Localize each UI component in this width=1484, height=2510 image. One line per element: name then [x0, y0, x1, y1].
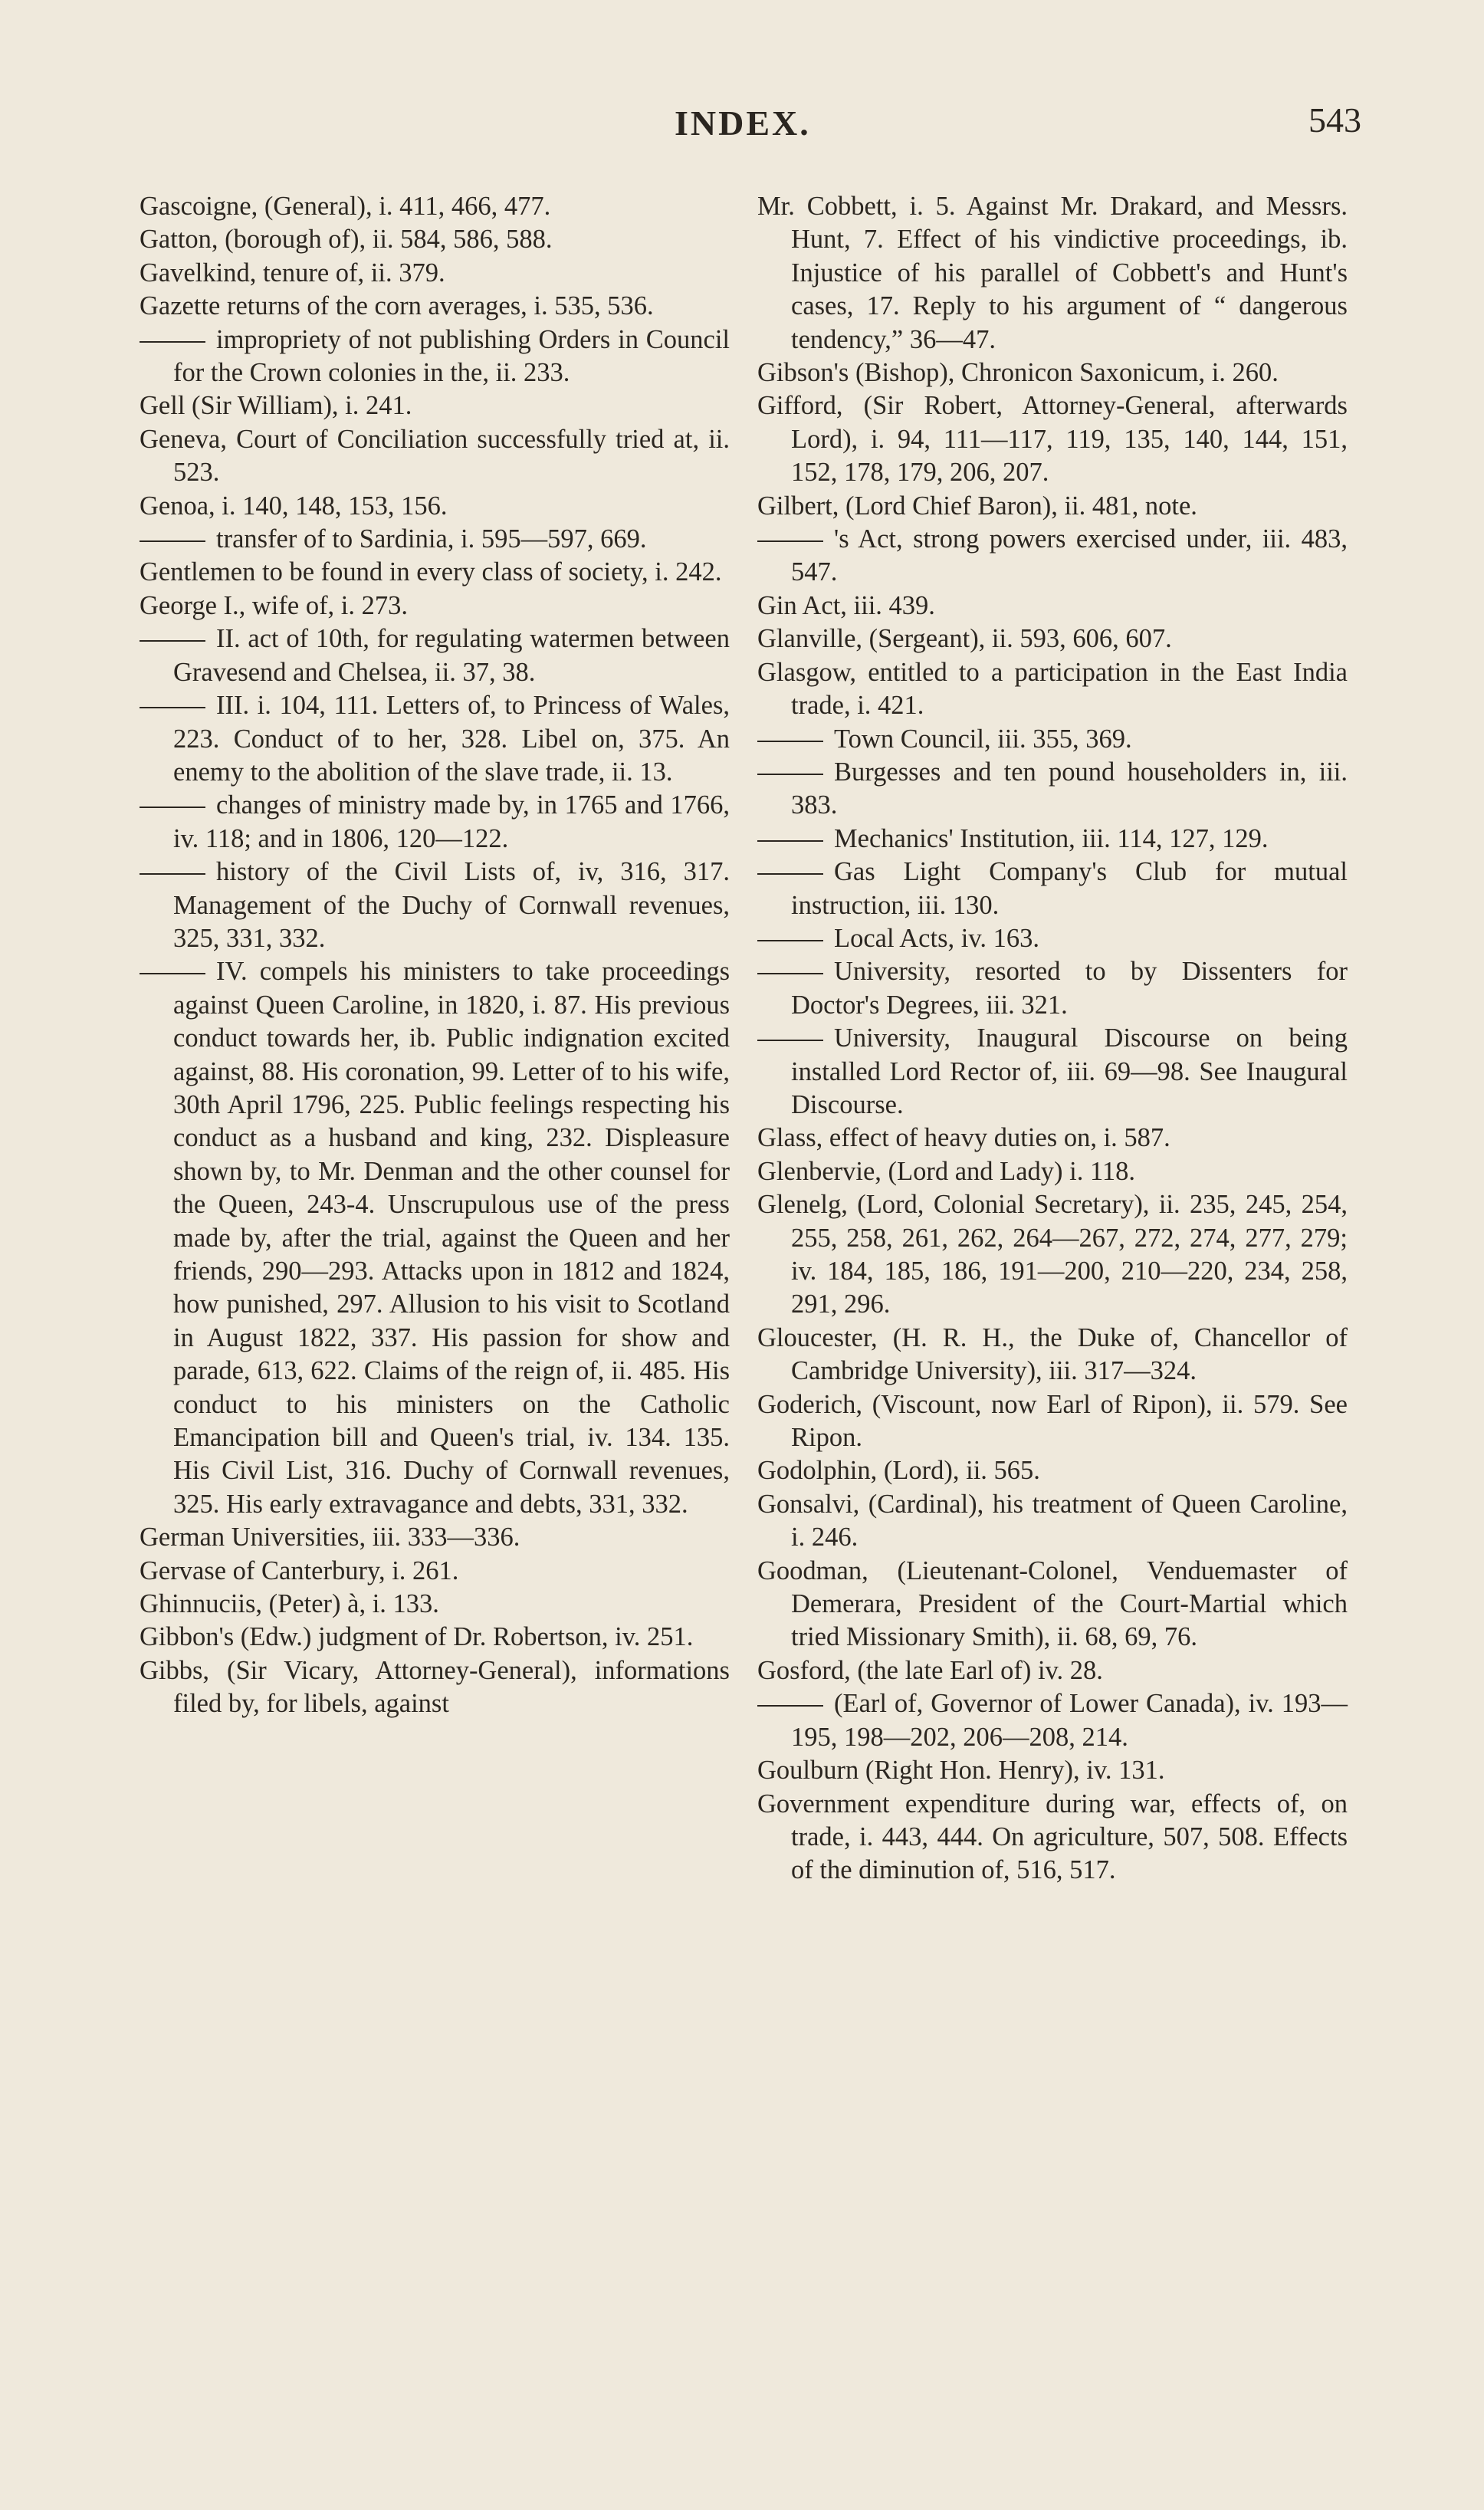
index-subentry [757, 856, 1348, 922]
index-entry [140, 1521, 730, 1554]
index-entry [140, 290, 730, 323]
ditto-dash [757, 741, 823, 742]
index-entry [140, 389, 730, 422]
page-title: INDEX. [675, 103, 811, 143]
entry-text: University, resorted to by Dissenters for Doctor's Degrees, iii. 321. [791, 957, 1348, 1020]
entry-text: Gloucester, (H. R. H., the Duke of, Chancellor of Cambridge University), iii. 317—324. [757, 1322, 1348, 1386]
entry-text: Gazette returns of the corn averages, i. 535, 536. [140, 291, 654, 321]
index-subentry [140, 324, 730, 390]
entry-text: Glanville, (Sergeant), ii. 593, 606, 607. [757, 624, 1172, 654]
index-entry [140, 590, 730, 623]
left-column [140, 190, 730, 1721]
entry-text: Glass, effect of heavy duties on, i. 587. [757, 1123, 1170, 1153]
index-subentry [140, 523, 730, 556]
index-entry [757, 1155, 1348, 1188]
index-entry [140, 190, 730, 223]
running-head [0, 95, 1484, 149]
entry-text: Geneva, Court of Conciliation successfully tried at, ii. 523. [140, 424, 730, 488]
index-entry [757, 1754, 1348, 1787]
entry-text: Glenelg, (Lord, Colonial Secretary), ii. 235, 245, 254, 255, 258, 261, 262, 264—267, 272, 274, 277, 279; iv. 184, 185, 186, 191—200, 210—220, 234, 258, 291, 296. [757, 1190, 1348, 1319]
ditto-dash [140, 341, 205, 343]
entry-text: Burgesses and ten pound householders in, iii. 383. [791, 757, 1348, 820]
index-subentry [757, 955, 1348, 1022]
entry-text: Gervase of Canterbury, i. 261. [140, 1556, 459, 1585]
entry-text: IV. compels his ministers to take proceedings against Queen Caroline, in 1820, i. 87. His previous conduct towards her, ib. Public indignation excited against, 88. His coronation, 99. Letter of to his wife, 30th April 1796, 225. Public feelings respecting his conduct as a husband and king, 232. Displeasure shown by, to Mr. Denman and the other counsel for the Queen, 243-4. Unscrupulous use of the press made by, after the trial, against the Queen and her friends, 290—293. Attacks upon in 1812 and 1824, how punished, 297. Allusion to his visit to Scotland in August 1822, 337. His passion for show and parade, 613, 622. Claims of the reign of, ii. 485. His conduct to his ministers on the Catholic Emancipation bill and Queen's trial, iv. 134. 135. His Civil List, 316. Duchy of Cornwall revenues, 325. His early extravagance and debts, 331, 332. [173, 957, 730, 1519]
index-entry [757, 1454, 1348, 1487]
entry-text: Local Acts, iv. 163. [834, 923, 1039, 953]
index-entry [757, 1122, 1348, 1155]
page-number: 543 [1308, 100, 1361, 140]
entry-text: Gonsalvi, (Cardinal), his treatment of Queen Caroline, i. 246. [757, 1489, 1348, 1552]
index-entry [757, 490, 1348, 523]
entry-text: transfer of to Sardinia, i. 595—597, 669. [216, 524, 647, 554]
entry-text: Genoa, i. 140, 148, 153, 156. [140, 491, 448, 521]
index-entry [140, 1588, 730, 1621]
entry-text: Gibbon's (Edw.) judgment of Dr. Robertson, iv. 251. [140, 1622, 694, 1652]
ditto-dash [140, 973, 205, 974]
index-entry [140, 257, 730, 290]
entry-text: II. act of 10th, for regulating watermen between Gravesend and Chelsea, ii. 37, 38. [173, 624, 730, 687]
ditto-dash [757, 774, 823, 775]
index-entry [140, 223, 730, 256]
index-subentry [757, 1022, 1348, 1122]
ditto-dash [757, 540, 823, 542]
entry-text: Mr. Cobbett, i. 5. Against Mr. Drakard, and Messrs. Hunt, 7. Effect of his vindictive proceedings, ib. Injustice of his parallel of Cobbett's and Hunt's cases, 17. Reply to his argument of “ dangerous tendency,” 36—47. [757, 192, 1348, 354]
ditto-dash [757, 1705, 823, 1707]
index-entry [757, 1188, 1348, 1322]
index-entry [757, 190, 1348, 356]
index-subentry [757, 823, 1348, 856]
index-subentry [757, 922, 1348, 955]
index-entry [757, 1388, 1348, 1455]
right-column [757, 190, 1348, 1887]
entry-text: Gifford, (Sir Robert, Attorney-General, afterwards Lord), i. 94, 111—117, 119, 135, 140, 144, 151, 152, 178, 179, 206, 207. [757, 391, 1348, 488]
entry-text: Goulburn (Right Hon. Henry), iv. 131. [757, 1756, 1165, 1786]
entry-text: Gatton, (borough of), ii. 584, 586, 588. [140, 225, 553, 255]
index-subentry [140, 789, 730, 856]
index-subentry [140, 856, 730, 955]
entry-text: Gilbert, (Lord Chief Baron), ii. 481, note. [757, 491, 1197, 521]
entry-text: Gentlemen to be found in every class of society, i. 242. [140, 557, 722, 587]
index-entry [140, 423, 730, 490]
entry-text: German Universities, iii. 333—336. [140, 1523, 520, 1552]
entry-text: Gibson's (Bishop), Chronicon Saxonicum, i. 260. [757, 358, 1279, 388]
index-entry [757, 1555, 1348, 1654]
index-subentry [140, 955, 730, 1521]
entry-text: impropriety of not publishing Orders in Council for the Crown colonies in the, ii. 233. [173, 324, 730, 388]
entry-text: Gosford, (the late Earl of) iv. 28. [757, 1655, 1103, 1685]
index-entry [140, 490, 730, 523]
entry-text: Goderich, (Viscount, now Earl of Ripon), ii. 579. See Ripon. [757, 1389, 1348, 1453]
index-entry [757, 623, 1348, 655]
entry-text: history of the Civil Lists of, iv, 316, 317. Management of the Duchy of Cornwall revenues, 325, 331, 332. [173, 857, 730, 953]
entry-text: University, Inaugural Discourse on being installed Lord Rector of, iii. 69—98. See Inaugural Discourse. [791, 1023, 1348, 1119]
ditto-dash [140, 807, 205, 808]
entry-text: Godolphin, (Lord), ii. 565. [757, 1456, 1040, 1486]
index-entry [757, 1654, 1348, 1687]
index-subentry [757, 1687, 1348, 1754]
ditto-dash [757, 873, 823, 875]
entry-text: Ghinnuciis, (Peter) à, i. 133. [140, 1589, 439, 1619]
index-entry [757, 1788, 1348, 1887]
index-entry [757, 389, 1348, 489]
entry-text: Gas Light Company's Club for mutual instruction, iii. 130. [791, 857, 1348, 920]
entry-text: Mechanics' Institution, iii. 114, 127, 129. [834, 823, 1269, 853]
index-subentry [757, 523, 1348, 590]
index-entry [140, 556, 730, 589]
ditto-dash [140, 873, 205, 875]
entry-text: Town Council, iii. 355, 369. [834, 724, 1132, 754]
index-entry [757, 590, 1348, 623]
index-subentry [757, 723, 1348, 756]
entry-text: George I., wife of, i. 273. [140, 590, 409, 620]
ditto-dash [757, 840, 823, 842]
index-entry [140, 1621, 730, 1654]
entry-text: Gascoigne, (General), i. 411, 466, 477. [140, 192, 551, 221]
ditto-dash [140, 540, 205, 542]
ditto-dash [757, 940, 823, 941]
ditto-dash [757, 1040, 823, 1041]
index-subentry [140, 689, 730, 789]
entry-text: Glenbervie, (Lord and Lady) i. 118. [757, 1156, 1136, 1186]
entry-text: (Earl of, Governor of Lower Canada), iv. 193—195, 198—202, 206—208, 214. [791, 1689, 1348, 1752]
index-entry [757, 1488, 1348, 1555]
index-entry [140, 1654, 730, 1721]
index-entry [140, 1555, 730, 1588]
entry-text: Gin Act, iii. 439. [757, 590, 935, 620]
index-subentry [757, 756, 1348, 823]
entry-text: Goodman, (Lieutenant-Colonel, Venduemaster of Demerara, President of the Court-Martial which tried Missionary Smith), ii. 68, 69, 76. [757, 1556, 1348, 1652]
entry-text: III. i. 104, 111. Letters of, to Princess of Wales, 223. Conduct of to her, 328. Libel on, 375. An enemy to the abolition of the slave trade, ii. 13. [173, 691, 730, 787]
entry-text: Gavelkind, tenure of, ii. 379. [140, 258, 445, 287]
index-entry [757, 656, 1348, 723]
index-entry [757, 1322, 1348, 1388]
index-entry [757, 356, 1348, 389]
ditto-dash [140, 640, 205, 642]
ditto-dash [757, 973, 823, 974]
entry-text: Gell (Sir William), i. 241. [140, 391, 412, 421]
entry-text: changes of ministry made by, in 1765 and 1766, iv. 118; and in 1806, 120—122. [173, 790, 730, 853]
entry-text: Government expenditure during war, effects of, on trade, i. 443, 444. On agriculture, 507, 508. Effects of the diminution of, 516, 517. [757, 1789, 1348, 1885]
index-subentry [140, 623, 730, 689]
entry-text: Glasgow, entitled to a participation in the East India trade, i. 421. [757, 657, 1348, 721]
ditto-dash [140, 707, 205, 708]
entry-text: Gibbs, (Sir Vicary, Attorney-General), informations filed by, for libels, against [140, 1655, 730, 1719]
entry-text: 's Act, strong powers exercised under, iii. 483, 547. [791, 524, 1348, 587]
